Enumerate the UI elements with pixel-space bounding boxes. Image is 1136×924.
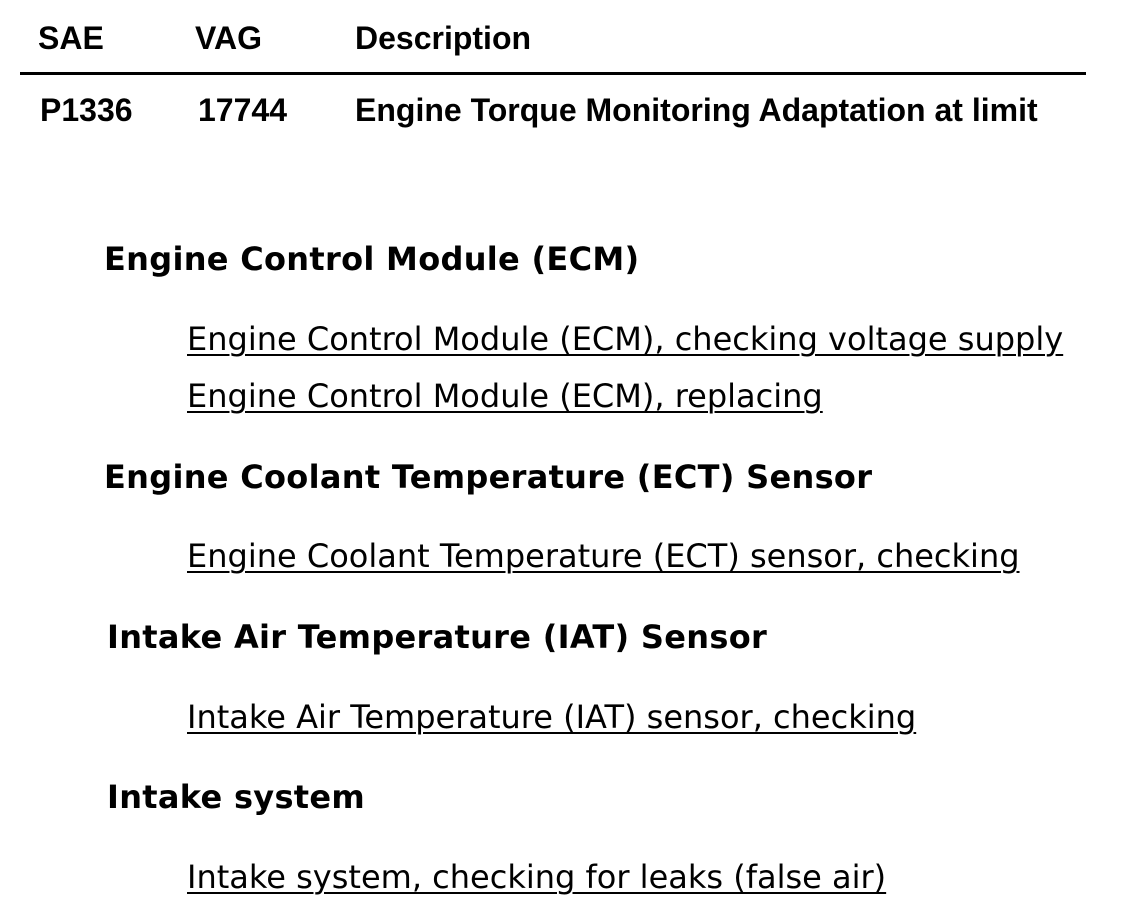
link-intake-system-checking-leaks[interactable]: Intake system, checking for leaks (false air) [187,858,887,896]
column-header-description: Description [355,20,532,56]
cell-sae-code: P1336 [40,92,133,128]
column-header-sae: SAE [38,20,104,56]
link-ect-sensor-checking[interactable]: Engine Coolant Temperature (ECT) sensor, checking [187,537,1020,575]
section-title-iat-sensor: Intake Air Temperature (IAT) Sensor [107,618,768,656]
link-ecm-checking-voltage-supply[interactable]: Engine Control Module (ECM), checking voltage supply [187,320,1064,358]
section-title-ect-sensor: Engine Coolant Temperature (ECT) Sensor [104,458,873,496]
column-header-vag: VAG [195,20,262,56]
cell-description: Engine Torque Monitoring Adaptation at limit [355,92,1038,128]
link-iat-sensor-checking[interactable]: Intake Air Temperature (IAT) sensor, checking [187,698,917,736]
header-divider [20,72,1086,75]
link-ecm-replacing[interactable]: Engine Control Module (ECM), replacing [187,377,823,415]
section-title-ecm: Engine Control Module (ECM) [104,240,640,278]
cell-vag-code: 17744 [198,92,287,128]
section-title-intake-system: Intake system [107,778,366,816]
